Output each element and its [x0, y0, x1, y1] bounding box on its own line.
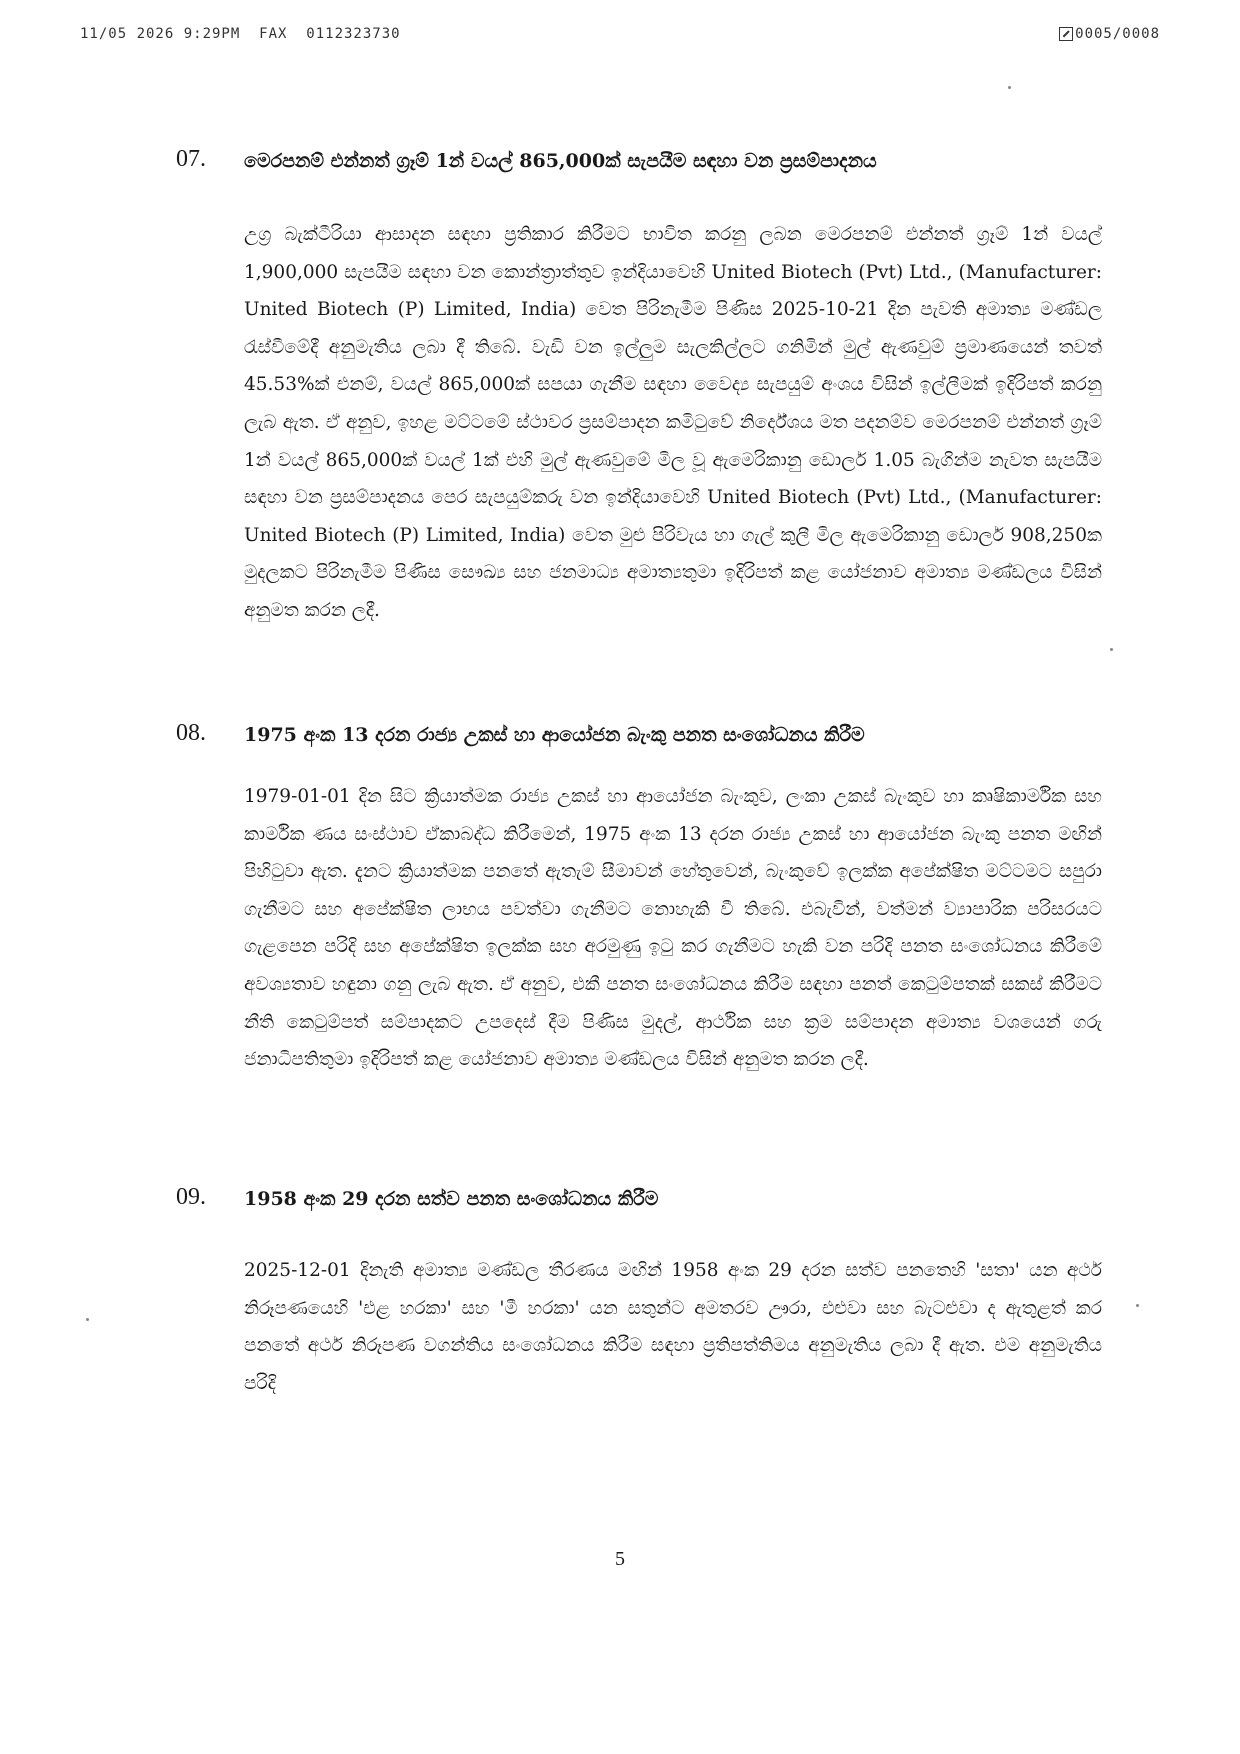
- section-heading: [176, 146, 1096, 190]
- scan-speck: [1110, 648, 1113, 651]
- section-body: උග්‍ර බැක්ටීරියා ආසාදන සඳහා ප්‍රතිකාර කිරීමට භාවිත කරනු ලබන මෙරපනම් එන්නත් ග්‍රෑම් 1න් වයල් 1,900,000 සැපයීම සඳහා වන කොන්ත්‍රාත්තුව ඉන්දියාවෙහි United Biotech (Pvt) Ltd., (Manufacturer: United Biotech (P) Limited, India) වෙත පිරිනැමීම පිණිස 2025-10-21 දින පැවති අමාත්‍ය මණ්ඩල රැස්වීමේදී අනුමැතිය ලබා දී තිබේ. වැඩි වන ඉල්ලුම සැලකිල්ලට ගනිමින් මුල් ඇණවුම් ප්‍රමාණයෙන් තවත් 45.53%ක් එනම්, වයල් 865,000ක් සපයා ගැනීම සඳහා වෛද්‍ය සැපයුම් අංශය විසින් ඉල්ලීමක් ඉදිරිපත් කරනු ලැබ ඇත. ඒ අනුව, ඉහළ මට්ටමේ ස්ථාවර ප්‍රසම්පාදන කමිටුවේ නිර්දේශය මත පදනම්ව මෙරපනම් එන්නත් ග්‍රෑම් 1න් වයල් 865,000ක් වයල් 1ක් එහි මුල් ඇණවුමේ මිල වූ ඇමෙරිකානු ඩොලර් 1.05 බැගින්ම නැවත සැපයීම සඳහා වන ප්‍රසම්පාදනය පෙර සැපයුම්කරු වන ඉන්දියාවෙහි United Biotech (Pvt) Ltd., (Manufacturer: United Biotech (P) Limited, India) වෙත මුළු පිරිවැය හා ගැල් කුලී මිල ඇමෙරිකානු ඩොලර් 908,250ක මුදලකට පිරිනැමීම පිණිස සෞඛ්‍ය සහ ජනමාධ්‍ය අමාත්‍යතුමා ඉදිරිපත් කළ යෝජනාව අමාත්‍ය මණ්ඩලය විසින් අනුමත කරන ලදී.: [244, 224, 1102, 621]
- fax-page-icon: [1059, 27, 1073, 41]
- section-07: [176, 146, 1102, 621]
- scan-speck: [1008, 86, 1011, 89]
- section-heading: [176, 1184, 1096, 1228]
- section-heading: [176, 720, 1096, 764]
- section-body: 1979-01-01 දින සිට ක්‍රියාත්මක රාජ්‍ය උකස් හා ආයෝජන බැංකුව, ලංකා උකස් බැංකුව හා කෘෂිකාර්මික සහ කාර්මික ණය සංස්ථාව ඒකාබද්ධ කිරීමෙන්, 1975 අංක 13 දරන රාජ්‍ය උකස් හා ආයෝජන බැංකු පනත මඟින් පිහිටුවා ඇත. දැනට ක්‍රියාත්මක පනතේ ඇතැම් සීමාවන් හේතුවෙන්, බැංකුවේ ඉලක්ක අපේක්ෂිත මට්ටමට සපුරා ගැනීමට සහ අපේක්ෂිත ලාභය පවත්වා ගැනීමට නොහැකි වී තිබේ. එබැවින්, වත්මන් ව්‍යාපාරික පරිසරයට ගැළපෙන පරිදි සහ අපේක්ෂිත ඉලක්ක සහ අරමුණු ඉටු කර ගැනීමට හැකි වන පරිදි පනත සංශෝධනය කිරීමේ අවශ්‍යතාව හඳුනා ගනු ලැබ ඇත. ඒ අනුව, එකී පනත සංශෝධනය කිරීම සඳහා පනත් කෙටුම්පතක් සකස් කිරීමට නීති කෙටුම්පත් සම්පාදකට උපදෙස් දීම පිණිස මුදල්, ආර්ථික සහ ක්‍රම සම්පාදන අමාත්‍ය වශයෙන් ගරු ජනාධිපතිතුමා ඉදිරිපත් කළ යෝජනාව අමාත්‍ය මණ්ඩලය විසින් අනුමත කරන ලදී.: [244, 786, 1102, 1071]
- section-08: [176, 720, 1102, 1071]
- fax-page-counter-group: [1059, 26, 1160, 42]
- fax-header: [80, 26, 1160, 48]
- fax-page-counter: 0005/0008: [1075, 26, 1160, 42]
- section-title: 1958 අංක 29 දරන සත්ව පනත සංශෝධනය කිරීම: [244, 1188, 659, 1210]
- section-title: මෙරපනම් එන්නත් ග්‍රෑම් 1න් වයල් 865,000ක් සැපයීම සඳහා වන ප්‍රසම්පාදනය: [244, 150, 877, 172]
- section-number: 08.: [176, 720, 206, 746]
- scan-speck: [1136, 1304, 1139, 1307]
- scan-speck: [86, 1318, 89, 1321]
- section-body: 2025-12-01 දිනැති අමාත්‍ය මණ්ඩල තීරණය මඟින් 1958 අංක 29 දරන සත්ව පනතෙහි 'සතා' යන අර්ථ නිරූපණයෙහි 'එළ හරකා' සහ 'මී හරකා' යන සතුන්ට අමතරව ඌරා, එළුවා සහ බැටළුවා ද ඇතුළත් කර පනතේ අර්ථ නිරූපණ වගන්තිය සංශෝධනය කිරීම සඳහා ප්‍රතිපත්තිමය අනුමැතිය ලබා දී ඇත. එම අනුමැතිය පරිදි: [244, 1260, 1102, 1394]
- section-09: [176, 1184, 1102, 1394]
- section-title: 1975 අංක 13 දරන රාජ්‍ය උකස් හා ආයෝජන බැංකු පනත සංශෝධනය කිරීම: [244, 724, 865, 746]
- section-number: 09.: [176, 1184, 206, 1210]
- page-number: 5: [615, 1548, 625, 1570]
- section-number: 07.: [176, 146, 206, 172]
- fax-transmission-info: 11/05 2026 9:29PM FAX 0112323730: [80, 26, 401, 42]
